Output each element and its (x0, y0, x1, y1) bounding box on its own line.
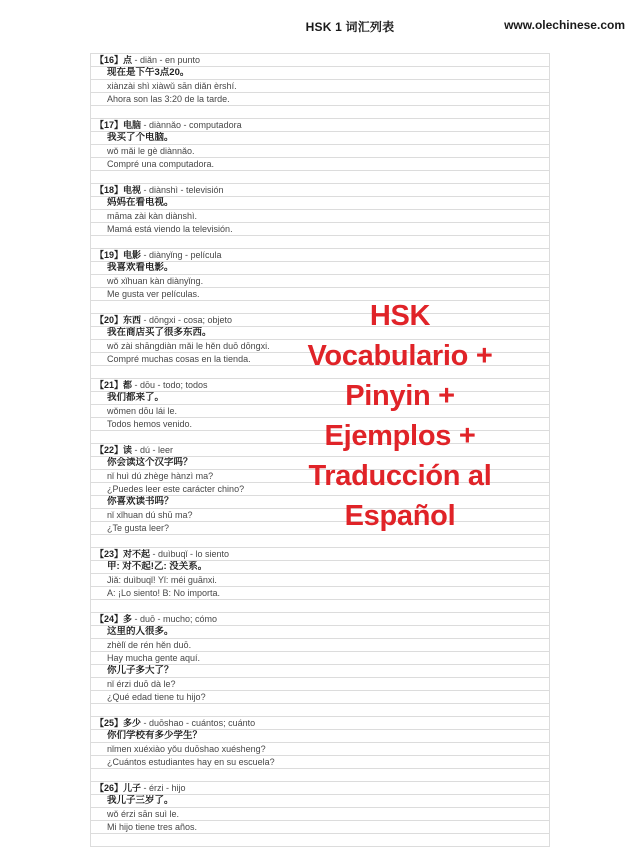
example-spanish-row: Hay mucha gente aquí. (91, 652, 549, 665)
entry-gloss: - duōshao - cuántos; cuánto (141, 718, 256, 728)
entry-word: 【16】点 (95, 55, 133, 65)
entry-gloss: - diǎn - en punto (132, 55, 201, 65)
entry-header-row (91, 717, 549, 730)
entry-header-row (91, 613, 549, 626)
example-chinese-row: 现在是下午3点20。 (91, 67, 549, 80)
entry-gloss: - diànyǐng - película (141, 250, 222, 260)
entry-word: 【23】对不起 (95, 549, 151, 559)
website-link[interactable]: www.olechinese.com (504, 18, 625, 32)
example-pinyin-row: nǐ huì dú zhège hànzì ma? (91, 470, 549, 483)
example-pinyin-row: wǒ mǎi le gè diànnǎo. (91, 145, 549, 158)
spacer-row (91, 171, 549, 184)
watermark-line: Ejemplos + (324, 420, 476, 452)
entry-word: 【20】东西 (95, 315, 142, 325)
example-chinese-row: 我在商店买了很多东西。 (91, 327, 549, 340)
entry-header-row (91, 548, 549, 561)
example-spanish-row: Todos hemos venido. (91, 418, 549, 431)
example-chinese-row: 我们都来了。 (91, 392, 549, 405)
example-spanish-row: Compré muchas cosas en la tienda. (91, 353, 549, 366)
entry-gloss: - duìbuqǐ - lo siento (150, 549, 230, 559)
example-chinese-row: 甲: 对不起!乙: 没关系。 (91, 561, 549, 574)
entry-gloss: - dōu - todo; todos (132, 380, 208, 390)
example-pinyin-row: wǒ xǐhuan kàn diànyǐng. (91, 275, 549, 288)
entry-gloss: - diànshì - televisión (141, 185, 224, 195)
entry-word: 【26】儿子 (95, 783, 142, 793)
watermark-text (240, 296, 560, 536)
spacer-row (91, 769, 549, 782)
example-chinese-row: 你会读这个汉字吗？ (91, 457, 549, 470)
example-chinese-row: 你们学校有多少学生？ (91, 730, 549, 743)
watermark-line: HSK (369, 300, 431, 332)
entry-gloss: - dōngxi - cosa; objeto (141, 315, 233, 325)
example-spanish-row: ¿Puedes leer este carácter chino? (91, 483, 549, 496)
spacer-row (91, 106, 549, 119)
entry-word: 【17】电脑 (95, 120, 142, 130)
entry-gloss: - duō - mucho; cómo (132, 614, 218, 624)
entry-header-row (91, 782, 549, 795)
watermark-line: Vocabulario + (307, 340, 493, 372)
entry-word: 【18】电视 (95, 185, 142, 195)
example-pinyin-row: xiànzài shì xiàwǔ sān diǎn èrshí. (91, 80, 549, 93)
entry-header-row (91, 184, 549, 197)
example-spanish-row: Mi hijo tiene tres años. (91, 821, 549, 834)
example-chinese-row: 妈妈在看电视。 (91, 197, 549, 210)
example-pinyin-row: nǐ érzi duō dà le? (91, 678, 549, 691)
entry-gloss: - érzi - hijo (141, 783, 186, 793)
example-chinese-row: 这里的人很多。 (91, 626, 549, 639)
entry-gloss: - dú - leer (132, 445, 174, 455)
example-pinyin-row: zhèlǐ de rén hěn duō. (91, 639, 549, 652)
example-pinyin-row: nǐ xǐhuan dú shū ma? (91, 509, 549, 522)
entry-header-row (91, 249, 549, 262)
example-spanish-row: ¿Qué edad tiene tu hijo? (91, 691, 549, 704)
example-spanish-row: ¿Cuántos estudiantes hay en su escuela? (91, 756, 549, 769)
example-pinyin-row: wǒ zài shāngdiàn mǎi le hěn duō dōngxi. (91, 340, 549, 353)
example-spanish-row: Me gusta ver películas. (91, 288, 549, 301)
example-chinese-row: 我买了个电脑。 (91, 132, 549, 145)
page-title: HSK 1 词汇列表 (305, 20, 395, 34)
example-spanish-row: Mamá está viendo la televisión. (91, 223, 549, 236)
example-spanish-row: A: ¡Lo siento! B: No importa. (91, 587, 549, 600)
example-pinyin-row: nǐmen xuéxiào yǒu duōshao xuésheng? (91, 743, 549, 756)
watermark-line: Español (344, 500, 456, 532)
watermark-line: Pinyin + (345, 380, 455, 412)
spacer-row (91, 600, 549, 613)
entry-word: 【21】都 (95, 380, 133, 390)
example-chinese-row: 我喜欢看电影。 (91, 262, 549, 275)
example-pinyin-row: Jiǎ: duìbuqǐ! Yǐ: méi guānxi. (91, 574, 549, 587)
example-chinese-row: 你喜欢读书吗？ (91, 496, 549, 509)
entry-word: 【19】电影 (95, 250, 142, 260)
example-pinyin-row: wǒmen dōu lái le. (91, 405, 549, 418)
entry-header-row (91, 54, 549, 67)
entry-word: 【22】读 (95, 445, 133, 455)
example-spanish-row: Compré una computadora. (91, 158, 549, 171)
entry-word: 【25】多少 (95, 718, 142, 728)
example-spanish-row: ¿Te gusta leer? (91, 522, 549, 535)
spacer-row (91, 834, 549, 847)
example-chinese-row: 你儿子多大了？ (91, 665, 549, 678)
example-pinyin-row: māma zài kàn diànshì. (91, 210, 549, 223)
entry-word: 【24】多 (95, 614, 133, 624)
spacer-row (91, 704, 549, 717)
watermark-line: Traducción al (308, 460, 492, 492)
example-spanish-row: Ahora son las 3:20 de la tarde. (91, 93, 549, 106)
example-chinese-row: 我儿子三岁了。 (91, 795, 549, 808)
spacer-row (91, 535, 549, 548)
example-pinyin-row: wǒ érzi sān suì le. (91, 808, 549, 821)
entry-gloss: - diànnǎo - computadora (141, 120, 242, 130)
spacer-row (91, 236, 549, 249)
entry-header-row (91, 119, 549, 132)
